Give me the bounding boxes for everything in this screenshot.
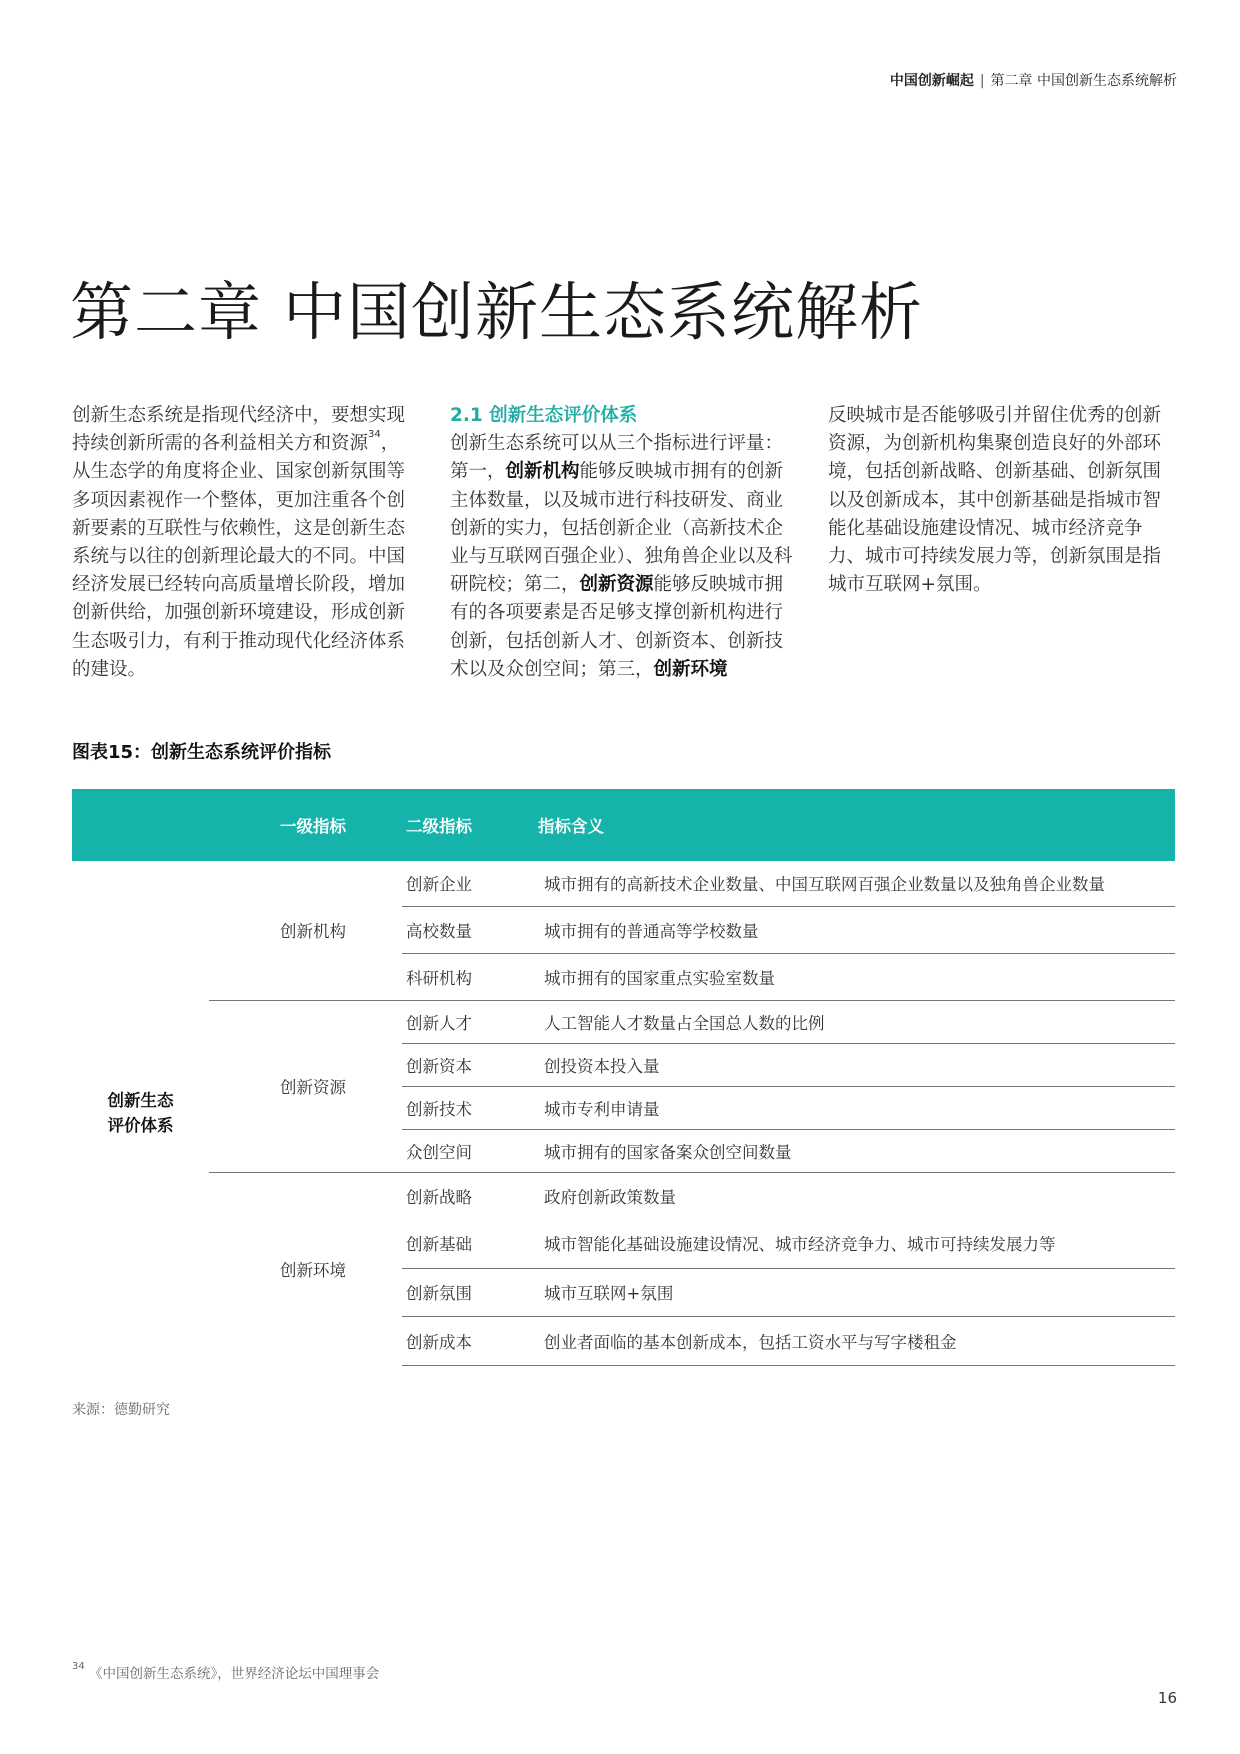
para-text-1: 创新生态系统可以从三个指标进行评量：第一， — [450, 433, 784, 483]
body-column-1 — [72, 402, 417, 684]
root-line-1: 创新生态 — [107, 1091, 174, 1110]
intro-text-a: 创新生态系统是指现代经济中，要想实现持续创新所需的各利益相关方和资源 — [72, 405, 406, 455]
indicator-table — [72, 789, 1175, 1366]
footnote-text: 《中国创新生态系统》，世界经济论坛中国理事会 — [89, 1666, 380, 1682]
level2-name: 创新战略 — [402, 1172, 538, 1219]
level1-label: 创新机构 — [280, 922, 346, 942]
level1-innovation-resources — [209, 1000, 402, 1172]
level2-name: 创新资本 — [402, 1043, 538, 1086]
table-row — [72, 861, 1175, 906]
body-column-2 — [450, 402, 795, 684]
intro-paragraph — [72, 402, 417, 684]
continued-paragraph: 反映城市是否能够吸引并留住优秀的创新资源，为创新机构集聚创造良好的外部环境，包括创新战略、创新基础、创新氛围以及创新成本，其中创新基础是指城市智能化基础设施建设情况、城市经济竞争力、城市可持续发展力等，创新氛围是指城市互联网+氛围。 — [828, 405, 1162, 596]
level2-meaning: 城市拥有的国家重点实验室数量 — [538, 953, 1175, 1000]
figure-source: 来源：德勤研究 — [72, 1402, 170, 1418]
footnote-number: 34 — [72, 1661, 85, 1672]
page-number: 16 — [1157, 1689, 1177, 1707]
level2-meaning: 政府创新政策数量 — [538, 1172, 1175, 1219]
level2-meaning: 创投资本投入量 — [538, 1043, 1175, 1086]
term-innovation-resources: 创新资源 — [579, 574, 654, 596]
section-paragraph — [450, 430, 795, 684]
level2-meaning: 城市互联网+氛围 — [538, 1268, 1175, 1316]
para-text-3: 能够反映城市拥有的各项要素是否足够支撑创新机构进行创新，包括创新人才、创新资本、创新技术以及众创空间；第三， — [450, 574, 784, 680]
report-brand: 中国创新崛起 — [889, 73, 974, 89]
level2-name: 科研机构 — [402, 953, 538, 1000]
level2-name: 创新技术 — [402, 1086, 538, 1129]
level2-name: 创新企业 — [406, 875, 472, 895]
header-separator: | — [979, 73, 985, 89]
level2-name: 创新人才 — [402, 1000, 538, 1043]
figure-title: 图表15：创新生态系统评价指标 — [72, 742, 332, 763]
intro-text-b: ，从生态学的角度将企业、国家创新氛围等多项因素视作一个整体，更加注重各个创新要素的互联性与依赖性，这是创新生态系统与以往的创新理论最大的不同。中国经济发展已经转向高质量增长阶段，增加创新供给，加强创新环境建设，形成创新生态吸引力，有利于推动现代化经济体系的建设。 — [72, 433, 406, 680]
level2-name: 创新成本 — [402, 1316, 538, 1365]
footnote — [72, 1662, 379, 1682]
chapter-title: 第二章 中国创新生态系统解析 — [70, 276, 924, 349]
level1-innovation-institutions — [209, 861, 402, 1000]
section-subheading: 2.1 创新生态评价体系 — [450, 405, 638, 426]
footnote-ref: 34 — [368, 429, 381, 441]
table-header-row — [72, 789, 1175, 861]
header-root — [72, 789, 209, 861]
level2-meaning: 人工智能人才数量占全国总人数的比例 — [538, 1000, 1175, 1043]
level2-meaning: 城市拥有的普通高等学校数量 — [538, 906, 1175, 953]
root-line-2: 评价体系 — [107, 1116, 174, 1135]
level2-name: 高校数量 — [402, 906, 538, 953]
level2-meaning: 城市拥有的国家备案众创空间数量 — [538, 1129, 1175, 1172]
header-level2: 二级指标 — [402, 789, 538, 861]
level2-meaning: 城市拥有的高新技术企业数量、中国互联网百强企业数量以及独角兽企业数量 — [544, 875, 1105, 895]
body-column-3 — [828, 402, 1173, 599]
term-innovation-environment: 创新环境 — [653, 658, 728, 680]
header-meaning: 指标含义 — [538, 789, 1175, 861]
level2-name: 创新氛围 — [402, 1268, 538, 1316]
term-innovation-institutions: 创新机构 — [505, 461, 580, 483]
running-header — [890, 70, 1177, 90]
header-chapter: 第二章 中国创新生态系统解析 — [990, 73, 1177, 89]
table-row — [72, 1172, 1175, 1219]
level1-label: 创新资源 — [280, 1078, 346, 1097]
header-level1: 一级指标 — [209, 789, 402, 861]
level1-innovation-environment — [209, 1172, 402, 1365]
level2-meaning: 城市智能化基础设施建设情况、城市经济竞争力、城市可持续发展力等 — [544, 1235, 1056, 1255]
level2-name: 众创空间 — [402, 1129, 538, 1172]
root-category — [72, 861, 209, 1365]
level1-label: 创新环境 — [280, 1260, 346, 1280]
level2-meaning: 城市专利申请量 — [538, 1086, 1175, 1129]
table-row — [72, 1000, 1175, 1043]
para-text-2: 能够反映城市拥有的创新主体数量，以及城市进行科技研发、商业创新的实力，包括创新企业（高新技术企业与互联网百强企业）、独角兽企业以及科研院校；第二， — [450, 461, 793, 596]
level2-meaning: 创业者面临的基本创新成本，包括工资水平与写字楼租金 — [538, 1316, 1175, 1365]
level2-name: 创新基础 — [406, 1235, 472, 1255]
